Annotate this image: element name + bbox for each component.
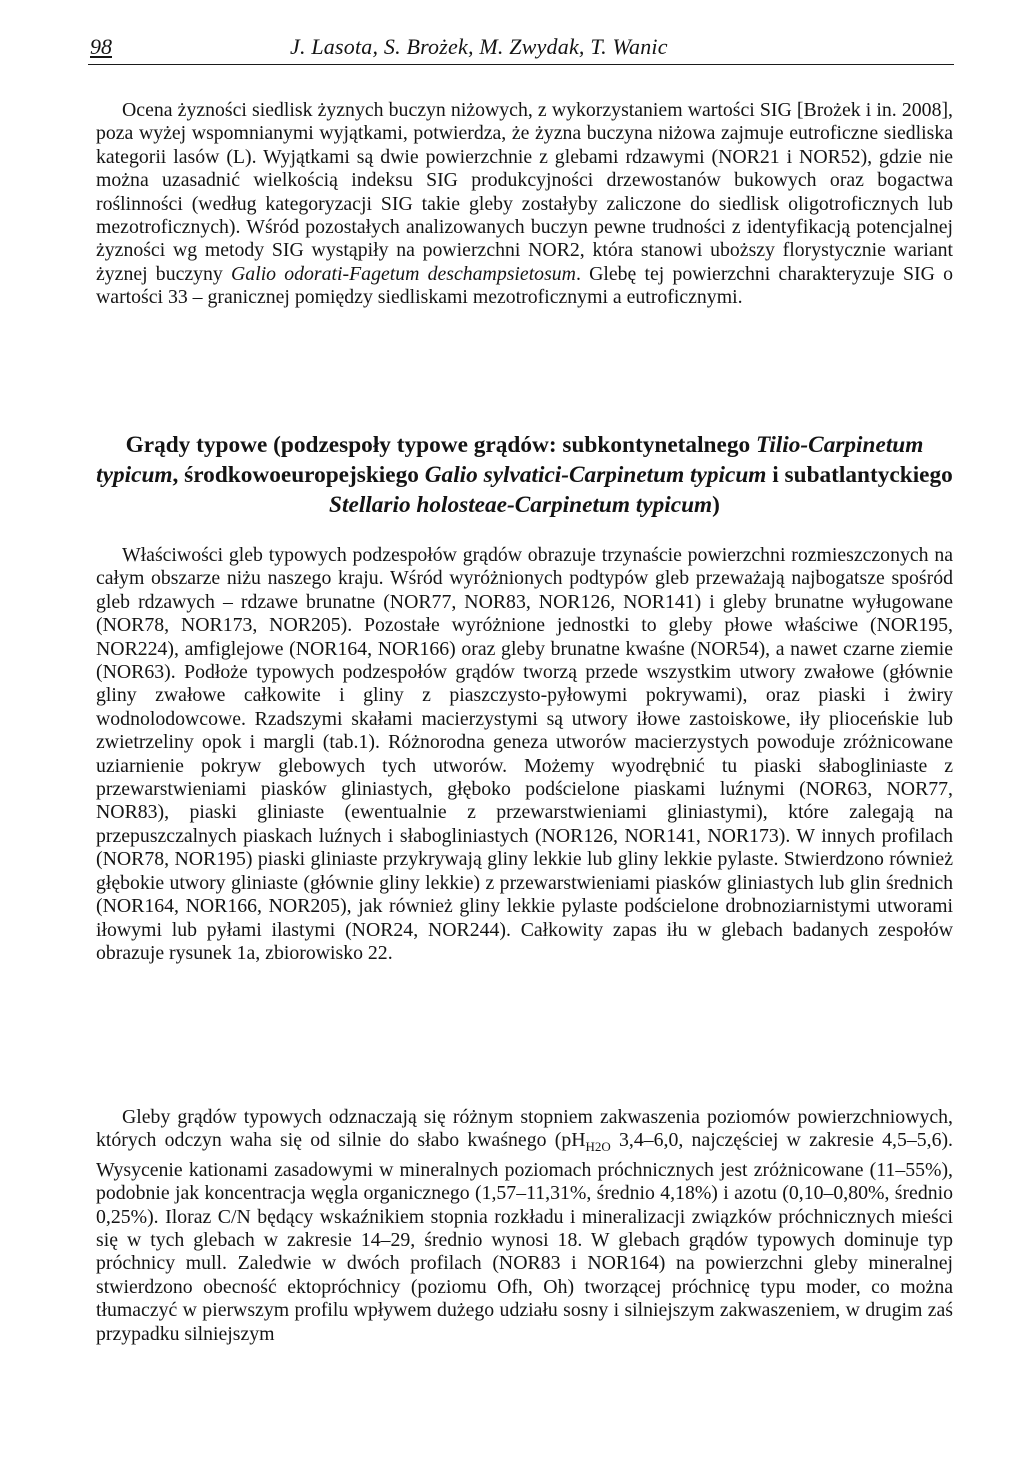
paragraph-1-text-a: Ocena żyzności siedlisk żyznych buczyn niżowych, z wykorzystaniem wartości SIG [Brożek i in. 2008], poza wyżej wspomnianymi wyjątkami, potwierdza, że żyzna buczyna niżowa zajmuje eutroficzne siedliska kategorii lasów (L). Wyjątkami są dwie powierzchnie z glebami rdzawymi (NOR21 i NOR52), gdzie nie można uzasadnić wielkością indeksu SIG produkcyjności drzewostanów bukowych oraz bogactwa roślinności (według kategoryzacji SIG takie gleby zostałyby zaliczone do siedlisk oligotroficznych lub mezotroficznych). Wśród pozostałych analizowanych buczyn pewne trudności z identyfikacją potencjalnej żyzności wg metody SIG wystąpiły na powierzchni NOR2, która stanowi uboższy florystycznie wariant żyznej buczyny xyxy=(96,99,953,285)
heading-taxon-3: Stellario holosteae-Carpinetum typicum xyxy=(329,492,713,518)
paragraph-1-taxon: Galio odorati-Fagetum deschampsietosum xyxy=(231,262,576,285)
paragraph-3-text-b: 3,4–6,0, najczęściej w zakresie 4,5–5,6). Wysycenie kationami zasadowymi w mineralnych poziomach próchnicznych jest zróżnicowane (11–55%), podobnie jak koncentracja węgla organicznego (1,57–11,31%, średnio 4,18%) i azotu (0,10–0,80%, średnio 0,25%). Iloraz C/N będący wskaźnikiem stopnia rozkładu i mineralizacji związków próchnicznych mieści się w tych glebach w zakresie 14–29, średnio wynosi 18. W glebach grądów typowych dominuje typ próchnicy mull. Zaledwie w dwóch profilach (NOR83 i NOR164) na powierzchni gleby mineralnej stwierdzono obecność ektopróchnicy (poziomu Ofh, Oh) tworzącej próchnicę typu moder, co można tłumaczyć w pierwszym profilu wpływem dużego udziału sosny i silniejszym zakwaszeniem, w drugim zaś przypadku silniejszym xyxy=(96,1129,953,1345)
section-heading xyxy=(96,430,953,520)
page-number: 98 xyxy=(90,34,112,59)
heading-taxon-1: Tilio-Carpinetum typicum xyxy=(96,432,924,488)
heading-part-1: Grądy typowe (podzespoły typowe grądów: subkontynetalnego xyxy=(125,432,756,458)
heading-taxon-2: Galio sylvatici-Carpinetum typicum xyxy=(424,462,767,488)
heading-part-2: , środkowoeuropejskiego xyxy=(172,462,425,488)
paragraph-3-text-a: Gleby grądów typowych odznaczają się różnym stopniem zakwaszenia poziomów powierzchniowych, których odczyn waha się od silnie do słabo kwaśnego (pH xyxy=(96,1106,953,1152)
ph-subscript: H2O xyxy=(585,1139,611,1155)
heading-part-4: ) xyxy=(712,492,720,518)
paragraph-sig-assessment xyxy=(96,99,953,310)
running-header xyxy=(88,34,954,65)
paragraph-acidity xyxy=(96,1106,953,1346)
running-authors: J. Lasota, S. Brożek, M. Zwydak, T. Wanic xyxy=(290,34,668,59)
paragraph-soil-properties: Właściwości gleb typowych podzespołów grądów obrazuje trzynaście powierzchni rozmieszczonych na całym obszarze niżu naszego kraju. Wśród wyróżnionych podtypów gleb przeważają najbogatsze spośród gleb rdzawych – rdzawe brunatne (NOR77, NOR83, NOR126, NOR141) i gleby brunatne wyługowane (NOR78, NOR173, NOR205). Pozostałe wyróżnione jednostki to gleby płowe właściwe (NOR195, NOR224), amfiglejowe (NOR164, NOR166) oraz gleby brunatne kwaśne (NOR54), a nawet czarne ziemie (NOR63). Podłoże typowych podzespołów grądów tworzą przede wszystkim utwory zwałowe (głównie gliny zwałowe całkowite i gliny z piaszczysto-pyłowymi pokrywami), oraz piaski i żwiry wodnolodowcowe. Rzadszymi skałami macierzystymi są utwory iłowe zastoiskowe, iły plioceńskie lub zwietrzeliny opok i margli (tab.1). Różnorodna geneza utworów macierzystych powoduje zróżnicowane uziarnienie pokryw glebowych tych utworów. Możemy wyodrębnić tu piaski słabogliniaste z przewarstwieniami piasków gliniastych, głęboko podścielone piaskami luźnymi (NOR63, NOR77, NOR83), piaski gliniaste (ewentualnie z przewarstwieniami gliniastymi), które zalegają na przepuszczalnych piaskach luźnych i słabogliniastych (NOR126, NOR141, NOR173). W innych profilach (NOR78, NOR195) piaski gliniaste przykrywają gliny lekkie lub gliny lekkie pylaste. Stwierdzono również głębokie utwory gliniaste (głównie gliny lekkie) z przewarstwieniami piasków gliniastych lub glin średnich (NOR164, NOR166, NOR205), jak również gliny lekkie pylaste podścielone drobnoziarnistymi utworami iłowymi lub pyłami ilastymi (NOR24, NOR244). Całkowity zapas iłu w glebach badanych zespołów obrazuje rysunek 1a, zbiorowisko 22. xyxy=(96,544,953,964)
paragraph-1-text-b: . Glebę tej powierzchni charakteryzuje SIG o wartości 33 – granicznej pomiędzy siedliskami mezotroficznymi a eutroficznymi. xyxy=(96,262,953,309)
heading-part-3: i subatlantyckiego xyxy=(766,462,953,488)
